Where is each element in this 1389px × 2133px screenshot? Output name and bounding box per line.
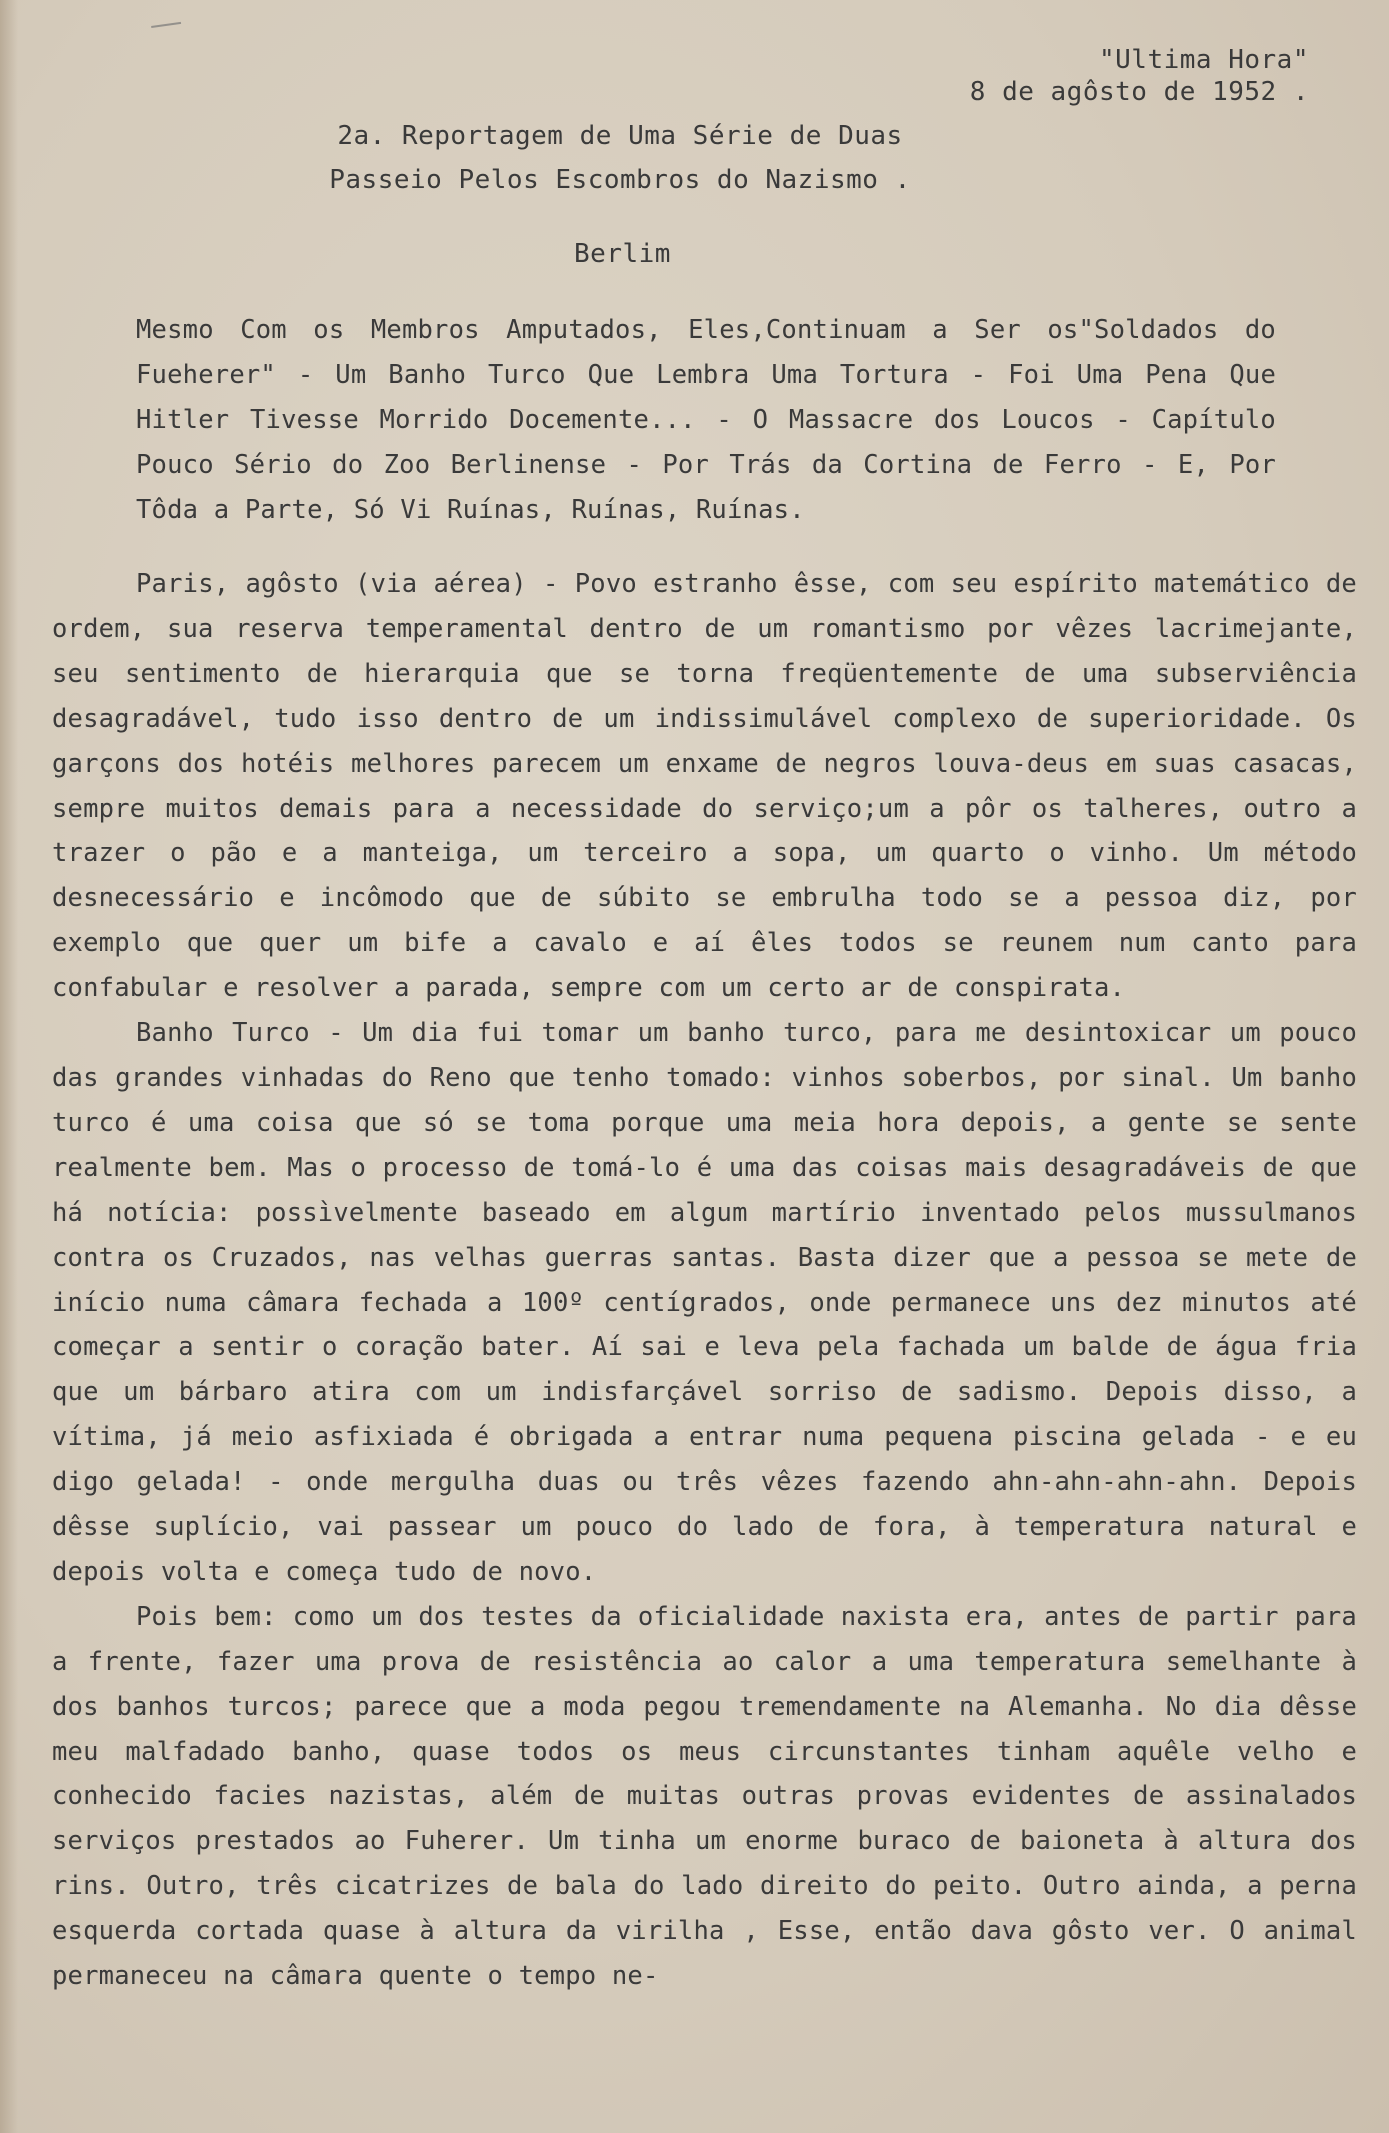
- paper-edge-shadow: [0, 0, 18, 2133]
- series-title: 2a. Reportagem de Uma Série de Duas: [337, 121, 903, 151]
- article-summary: Mesmo Com os Membros Amputados, Eles,Continuam a Ser os"Soldados do Fueherer" - Um Banho Turco Que Lembra Uma Tortura - Foi Uma Pena Que Hitler Tivesse Morrido Docemente... - O Massacre dos Loucos - Capítulo Pouco Sério do Zoo Berlinense - Por Trás da Cortina de Ferro - E, Por Tôda a Parte, Só Vi Ruínas, Ruínas, Ruínas.: [136, 315, 1276, 525]
- article-body: [52, 562, 1357, 1999]
- publication-date: 8 de agôsto de 1952 .: [969, 77, 1309, 107]
- paragraph-3: Pois bem: como um dos testes da oficialidade naxista era, antes de partir para a frente, fazer uma prova de resistência ao calor a uma temperatura semelhante à dos banhos turcos; parece que a moda pegou tremendamente na Alemanha. No dia dêsse meu malfadado banho, quase todos os meus circunstantes tinham aquêle velho e conhecido facies nazistas, além de muitas outras provas evidentes de assinalados serviços prestados ao Fuherer. Um tinha um enorme buraco de baioneta à altura dos rins. Outro, três cicatrizes de bala do lado direito do peito. Outro ainda, a perna esquerda cortada quase à altura da virilha , Esse, então dava gôsto ver. O animal permaneceu na câmara quente o tempo ne-: [52, 1601, 1357, 1992]
- paragraph-2: Banho Turco - Um dia fui tomar um banho turco, para me desintoxicar um pouco das grandes vinhadas do Reno que tenho tomado: vinhos soberbos, por sinal. Um banho turco é uma coisa que só se toma porque uma meia hora depois, a gente se sente realmente bem. Mas o processo de tomá-lo é uma das coisas mais desagradáveis de que há notícia: possìvelmente baseado em algum martírio inventado pelos mussulmanos contra os Cruzados, nas velhas guerras santas. Basta dizer que a pessoa se mete de início numa câmara fechada a 100º centígrados, onde permanece uns dez minutos até começar a sentir o coração bater. Aí sai e leva pela fachada um balde de água fria que um bárbaro atira com um indisfarçável sorriso de sadismo. Depois disso, a vítima, já meio asfixiada é obrigada a entrar numa pequena piscina gelada - e eu digo gelada! - onde mergulha duas ou três vêzes fazendo ahn-ahn-ahn-ahn. Depois dêsse suplício, vai passear um pouco do lado de fora, à temperatura natural e depois volta e começa tudo de novo.: [52, 1018, 1357, 1587]
- paragraph-1: Paris, agôsto (via aérea) - Povo estranho êsse, com seu espírito matemático de ordem, sua reserva temperamental dentro de um romantismo por vêzes lacrimejante, seu sentimento de hierarquia que se torna freqüentemente de uma subserviência desagradável, tudo isso dentro de um indissimulável complexo de superioridade. Os garçons dos hotéis melhores parecem um enxame de negros louva-deus em suas casacas, sempre muitos demais para a necessidade do serviço;um a pôr os talheres, outro a trazer o pão e a manteiga, um terceiro a sopa, um quarto o vinho. Um método desnecessário e incômodo que de súbito se embrulha todo se a pessoa diz, por exemplo que quer um bife a cavalo e aí êles todos se reunem num canto para confabular e resolver a parada, sempre com um certo ar de conspirata.: [52, 569, 1357, 1004]
- newspaper-name: "Ultima Hora": [1099, 45, 1309, 75]
- dateline-header: [970, 44, 1309, 108]
- headline: Passeio Pelos Escombros do Nazismo .: [329, 165, 911, 195]
- place-heading: Berlim: [574, 239, 671, 269]
